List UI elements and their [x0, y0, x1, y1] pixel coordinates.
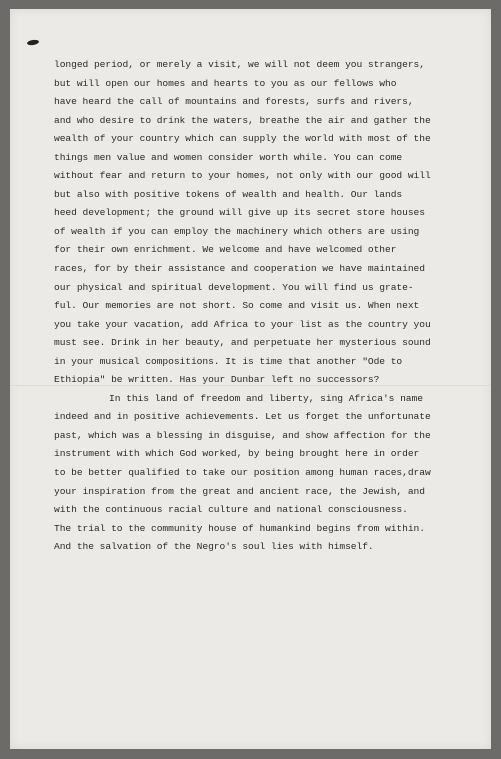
text-line: but also with positive tokens of wealth and health. Our lands [54, 188, 403, 200]
text-line: The trial to the community house of humankind begins from within. [54, 522, 425, 534]
text-line: but will open our homes and hearts to you as our fellows who [54, 77, 397, 89]
text-line: and who desire to drink the waters, breathe the air and gather the [54, 114, 431, 126]
paragraph-start-line: In this land of freedom and liberty, sing Africa's name [109, 392, 423, 404]
text-line: your inspiration from the great and ancient race, the Jewish, and [54, 485, 425, 497]
text-line: heed development; the ground will give up its secret store houses [54, 207, 425, 219]
text-line: things men value and women consider worth while. You can come [54, 151, 403, 163]
text-line: for their own enrichment. We welcome and have welcomed other [54, 244, 397, 256]
text-line: wealth of your country which can supply the world with most of the [54, 133, 431, 145]
ink-blot-mark [27, 39, 40, 46]
text-line: our physical and spiritual development. You will find us grate- [54, 281, 414, 293]
text-line: indeed and in positive achievements. Let us forget the unfortunate [54, 411, 431, 423]
text-line: And the salvation of the Negro's soul lies with himself. [54, 541, 374, 553]
text-line: races, for by their assistance and cooperation we have maintained [54, 263, 425, 275]
text-line: without fear and return to your homes, not only with our good will [54, 170, 431, 182]
text-line: ful. Our memories are not short. So come and visit us. When next [54, 300, 420, 312]
text-line: you take your vacation, add Africa to your list as the country you [54, 318, 431, 330]
page-body-text [54, 56, 484, 557]
text-line: to be better qualified to take our position among human races,draw [54, 467, 431, 479]
text-line: of wealth if you can employ the machinery which others are using [54, 225, 420, 237]
text-line: longed period, or merely a visit, we will not deem you strangers, [54, 59, 425, 70]
text-line: in your musical compositions. It is time that another "Ode to [54, 355, 403, 367]
text-line: instrument with which God worked, by being brought here in order [54, 448, 420, 460]
text-line: past, which was a blessing in disguise, and show affection for the [54, 429, 431, 441]
text-line: with the continuous racial culture and national consciousness. [54, 504, 408, 516]
text-line: Ethiopia" be written. Has your Dunbar left no successors? [54, 374, 380, 386]
text-line: have heard the call of mountains and forests, surfs and rivers, [54, 96, 414, 108]
text-line: must see. Drink in her beauty, and perpetuate her mysterious sound [54, 337, 431, 349]
